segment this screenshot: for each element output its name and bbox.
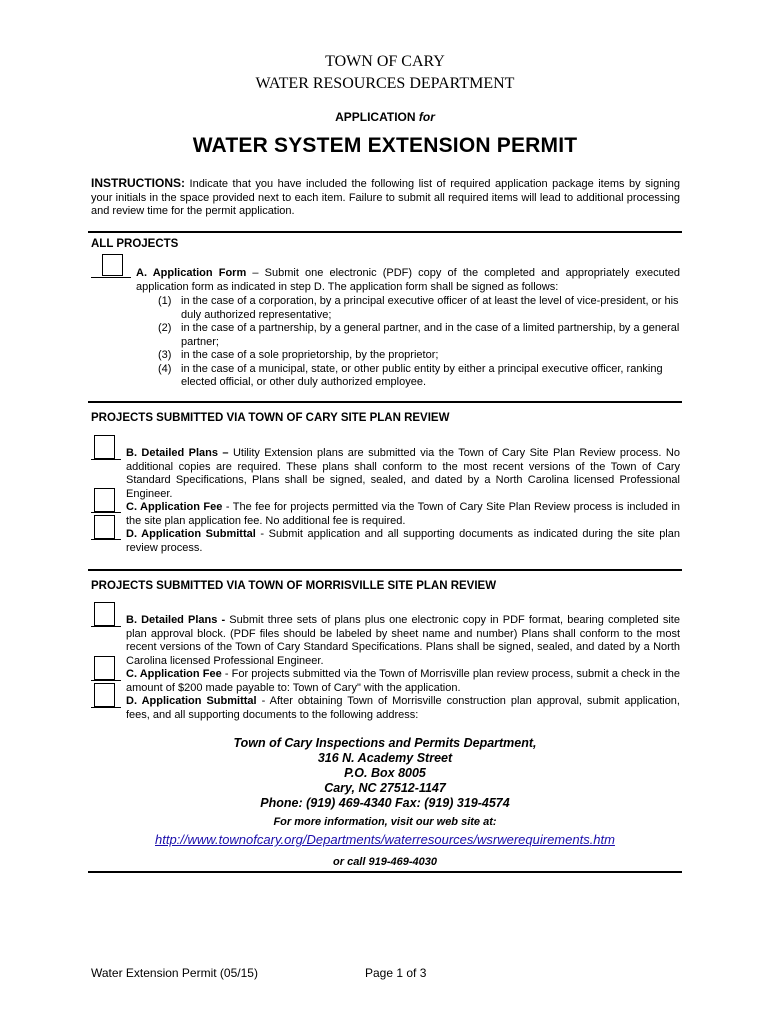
initials-line-cary-c[interactable] (91, 512, 121, 513)
page-number: Page 1 of 3 (365, 966, 427, 980)
initials-box-cary-b[interactable] (94, 435, 115, 459)
form-identifier: Water Extension Permit (05/15) (91, 966, 258, 980)
mailing-address: Town of Cary Inspections and Permits Department, 316 N. Academy Street P.O. Box 8005 Cary, NC 27512-1147 Phone: (919) 469-4340 Fax: (919) 319-4574 (233, 736, 537, 810)
cary-item-c: C. Application Fee - The fee for projects permitted via the Town of Cary Site Plan Review process is included in the site plan application fee. No additional fee is required. (126, 501, 680, 527)
cary-item-d: D. Application Submittal - Submit application and all supporting documents as indicated during the site plan review process. (126, 528, 680, 554)
initials-line-morrisville-b[interactable] (91, 626, 121, 627)
list-item: (4) in the case of a municipal, state, or other public entity by either a principal executive officer, ranking elected official, or other duly authorized employee. (158, 362, 663, 388)
more-info-label: For more information, visit our web site at: (273, 816, 497, 828)
initials-line-morrisville-d[interactable] (91, 707, 121, 708)
cary-item-b: B. Detailed Plans – Utility Extension plans are submitted via the Town of Cary Site Plan Review process. No additional copies are required. These plans shall conform to the most recent versions of the Town of Cary Standard Specifications, Plans shall be signed, sealed, and dated by a North Carolina licensed Professional Engineer. (126, 447, 680, 500)
instructions: INSTRUCTIONS: Indicate that you have included the following list of required application package items by signing your initials in the space provided next to each item. Failure to submit all required items will lead to additional processing and review time for the permit application. (91, 176, 681, 217)
morrisville-item-d: D. Application Submittal - After obtaining Town of Morrisville construction plan approval, submit application, fees, and all supporting documents to the following address: (126, 695, 680, 721)
list-item: (3) in the case of a sole proprietorship, by the proprietor; (158, 349, 439, 361)
page-title: WATER SYSTEM EXTENSION PERMIT (192, 134, 578, 157)
application-label: APPLICATION for (335, 110, 435, 124)
section-heading-all-projects: ALL PROJECTS (91, 238, 179, 250)
morrisville-item-b: B. Detailed Plans - Submit three sets of plans plus one electronic copy in PDF format, bearing completed site plan approval block. (PDF files should be labeled by sheet name and number) Plans shall conform to the most recent versions of the Town of Cary Standard Specifications. Plans shall be signed, sealed, and dated by a North Carolina licensed Professional Engineer. (126, 614, 680, 667)
website-link[interactable]: http://www.townofcary.org/Departments/waterresources/wsrwerequirements.htm (155, 832, 615, 847)
initials-line-morrisville-c[interactable] (91, 680, 121, 681)
morrisville-item-c: C. Application Fee - For projects submitted via the Town of Morrisville plan review process, submit a check in the amount of $200 made payable to: Town of Cary" with the application. (126, 668, 681, 694)
section-heading-morrisville-review: PROJECTS SUBMITTED VIA TOWN OF MORRISVILLE SITE PLAN REVIEW (91, 580, 497, 592)
item-a: A. Application Form – Submit one electronic (PDF) copy of the completed and appropriately executed application form as indicated in step D. The application form shall be signed as follows: (136, 267, 680, 293)
list-item: (2) in the case of a partnership, by a general partner, and in the case of a limited partnership, by a general partner; (158, 322, 680, 348)
initials-box-cary-d[interactable] (94, 515, 115, 539)
initials-box-morrisville-d[interactable] (94, 683, 115, 707)
initials-box-morrisville-c[interactable] (94, 656, 115, 680)
initials-box-a[interactable] (102, 254, 123, 276)
phone-contact: or call 919-469-4030 (333, 856, 437, 868)
divider (88, 231, 682, 233)
divider (88, 401, 682, 403)
initials-line-a[interactable] (91, 277, 131, 278)
initials-box-cary-c[interactable] (94, 488, 115, 512)
initials-box-morrisville-b[interactable] (94, 602, 115, 626)
signature-list (158, 295, 680, 390)
section-heading-cary-review: PROJECTS SUBMITTED VIA TOWN OF CARY SITE PLAN REVIEW (91, 412, 450, 424)
divider (88, 569, 682, 571)
initials-line-cary-b[interactable] (91, 459, 121, 460)
department-name: WATER RESOURCES DEPARTMENT (255, 75, 515, 92)
divider (88, 871, 682, 873)
town-name: TOWN OF CARY (325, 53, 445, 70)
list-item: (1) in the case of a corporation, by a principal executive officer of at least the level of vice-president, or his duly authorized representative; (158, 295, 679, 321)
initials-line-cary-d[interactable] (91, 539, 121, 540)
